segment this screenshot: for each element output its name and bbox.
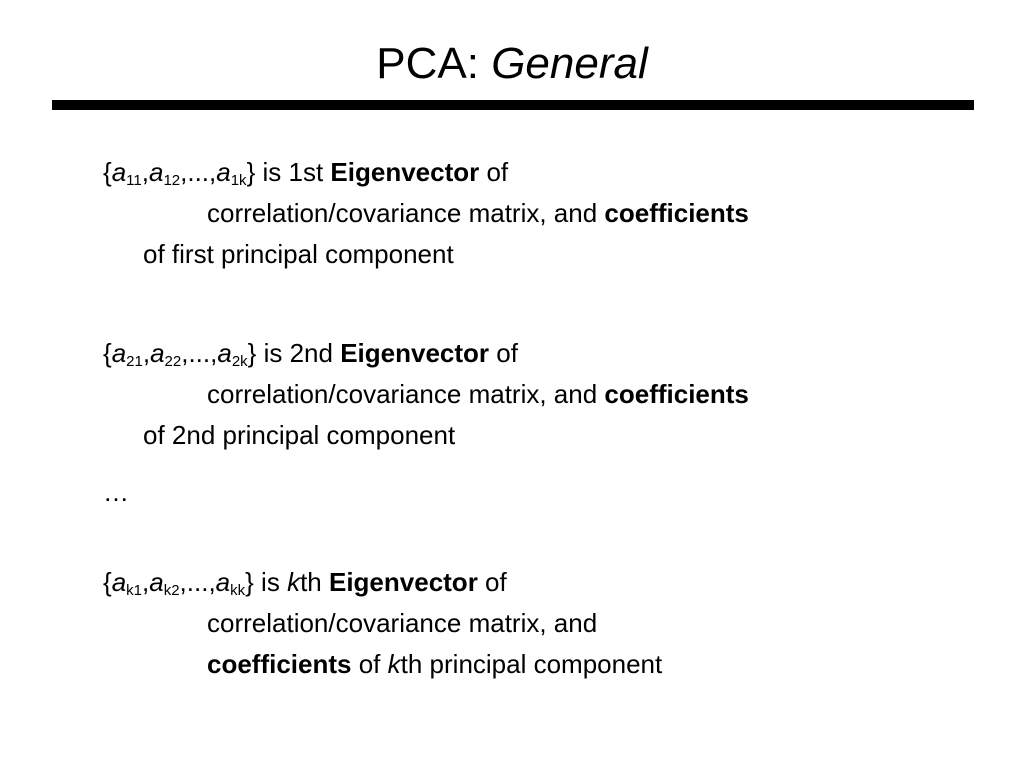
item-3-line-1: $\{a_{k1},a_{k2},...,a_{kk}\}$ is kth Eigenvector of [103, 567, 507, 599]
item-1-line-2: correlation/covariance matrix, and coefficients [207, 198, 749, 228]
item-2-line-3: of 2nd principal component [143, 420, 456, 450]
ellipsis: … [103, 477, 129, 507]
item-1-line-3: of first principal component [143, 239, 454, 269]
item-2-line-1: $\{a_{21},a_{22},...,a_{2k}\}$ is 2nd Eigenvector of [103, 338, 518, 370]
item-3-line-3: coefficients of kth principal component [207, 649, 663, 679]
title-prefix: PCA: [376, 39, 492, 88]
item-3-line-2: correlation/covariance matrix, and [207, 608, 598, 638]
item-1-line-1: $\{a_{11},a_{12},...,a_{1k}\}$ is 1st Eigenvector of [103, 157, 509, 189]
slide-title [0, 38, 1024, 90]
item-2-line-2: correlation/covariance matrix, and coefficients [207, 379, 749, 409]
title-italic: General [491, 39, 648, 88]
title-rule [52, 100, 974, 110]
